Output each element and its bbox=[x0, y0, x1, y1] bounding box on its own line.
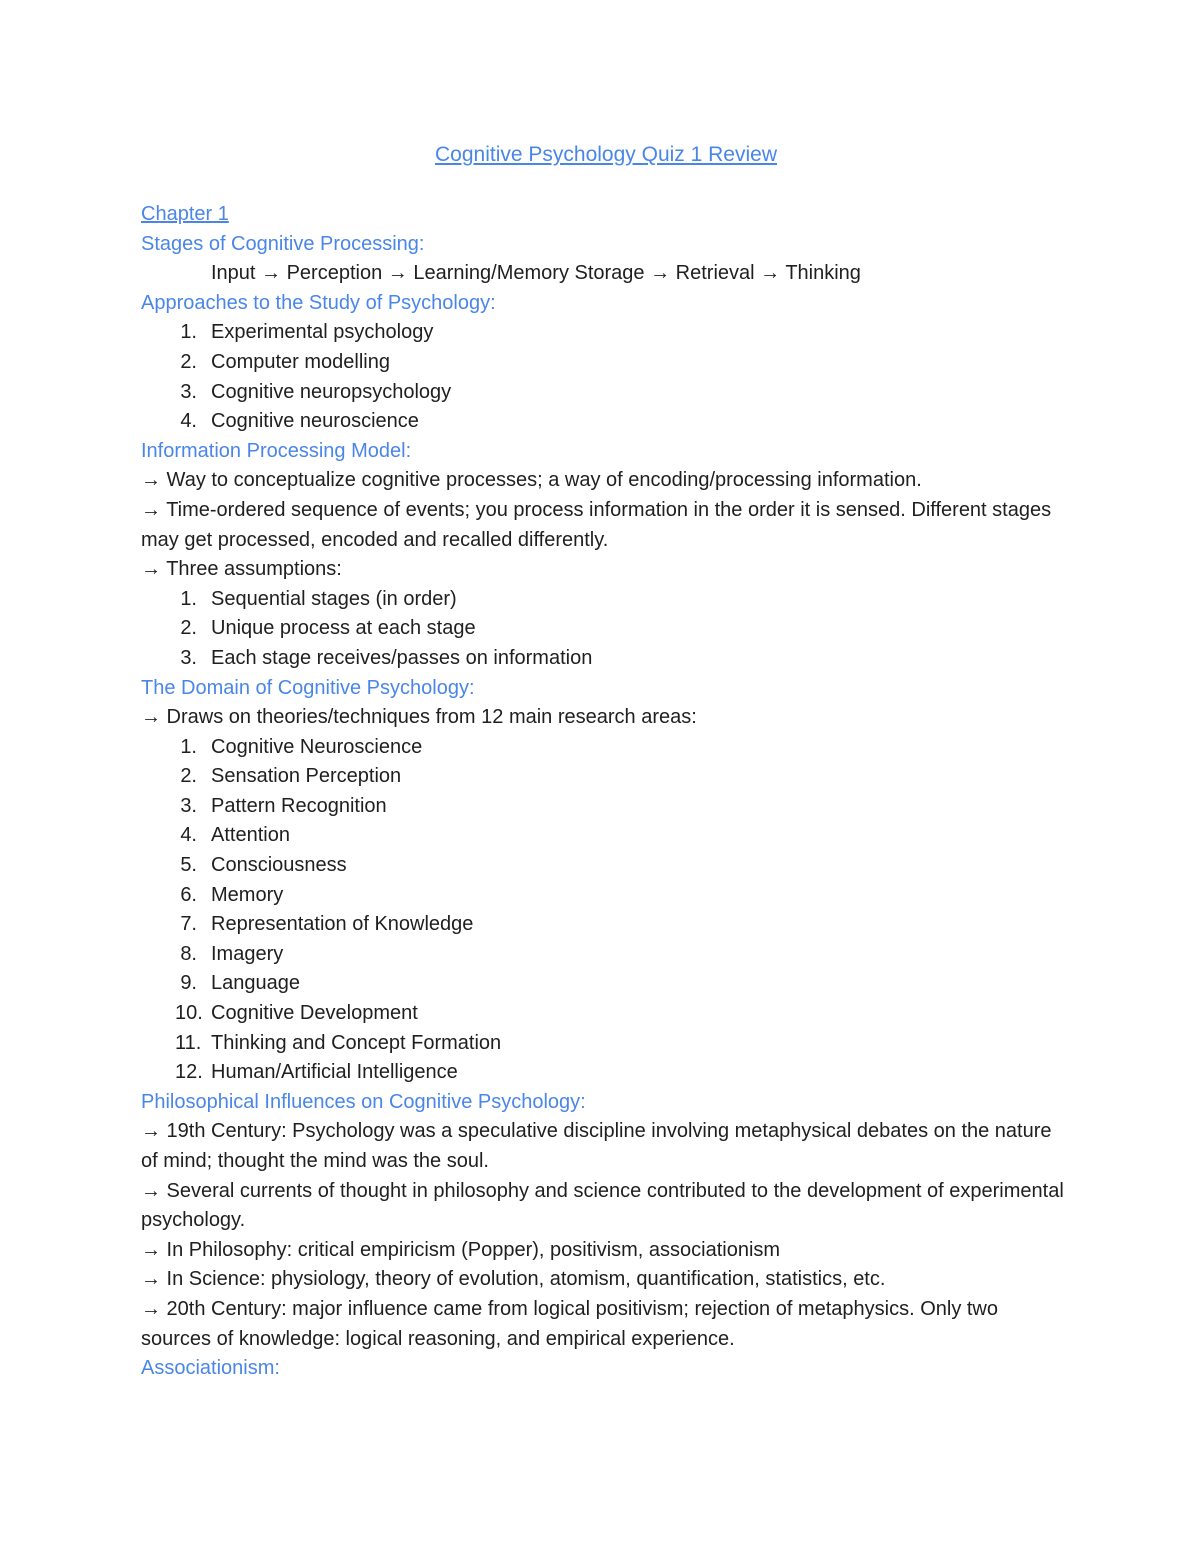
list-item bbox=[141, 644, 1071, 674]
list-item-text: Cognitive Development bbox=[211, 1002, 418, 1025]
ipm-paragraph-1: → Way to conceptualize cognitive processes; a way of encoding/processing information. bbox=[141, 469, 922, 492]
list-item bbox=[141, 762, 1071, 792]
list-item-text: Pattern Recognition bbox=[211, 794, 387, 817]
list-item bbox=[141, 821, 1071, 851]
list-number: 4. bbox=[180, 410, 197, 433]
list-item-text: Representation of Knowledge bbox=[211, 913, 474, 936]
domain-heading: The Domain of Cognitive Psychology: bbox=[141, 676, 475, 699]
list-number: 2. bbox=[180, 617, 197, 640]
list-item-text: Cognitive neuropsychology bbox=[211, 380, 452, 403]
list-item-text: Language bbox=[211, 972, 300, 995]
list-item bbox=[141, 1029, 1071, 1059]
document-page bbox=[141, 140, 1071, 1384]
list-number: 7. bbox=[180, 913, 197, 936]
philosophy-heading: Philosophical Influences on Cognitive Psychology: bbox=[141, 1090, 586, 1113]
list-item bbox=[141, 318, 1071, 348]
list-number: 1. bbox=[180, 321, 197, 344]
list-item-text: Attention bbox=[211, 824, 290, 847]
list-item bbox=[141, 378, 1071, 408]
list-item bbox=[141, 585, 1071, 615]
list-item bbox=[141, 851, 1071, 881]
ipm-assumptions-list bbox=[141, 585, 1071, 674]
list-item bbox=[141, 969, 1071, 999]
list-number: 10. bbox=[175, 1002, 203, 1025]
chapter-heading[interactable]: Chapter 1 bbox=[141, 203, 229, 225]
page-title[interactable]: Cognitive Psychology Quiz 1 Review bbox=[435, 143, 777, 166]
list-number: 1. bbox=[180, 735, 197, 758]
philosophy-paragraph-5: → 20th Century: major influence came from logical positivism; rejection of metaphysics. Only two sources of knowledge: logical reasoning, and empirical experience. bbox=[141, 1297, 999, 1350]
list-item-text: Experimental psychology bbox=[211, 321, 434, 344]
list-number: 9. bbox=[180, 972, 197, 995]
list-item-text: Human/Artificial Intelligence bbox=[211, 1061, 458, 1084]
approaches-list bbox=[141, 318, 1071, 436]
list-item bbox=[141, 940, 1071, 970]
list-item bbox=[141, 733, 1071, 763]
list-number: 6. bbox=[180, 883, 197, 906]
stages-heading: Stages of Cognitive Processing: bbox=[141, 232, 425, 255]
list-item-text: Unique process at each stage bbox=[211, 617, 476, 640]
list-number: 5. bbox=[180, 854, 197, 877]
ipm-paragraph-3: → Three assumptions: bbox=[141, 558, 342, 581]
list-number: 3. bbox=[180, 646, 197, 669]
stages-flow: Input → Perception → Learning/Memory Storage → Retrieval → Thinking bbox=[211, 262, 861, 285]
philosophy-paragraph-2: → Several currents of thought in philosophy and science contributed to the development of experimental psychology. bbox=[141, 1179, 1064, 1232]
list-item-text: Sensation Perception bbox=[211, 765, 402, 788]
ipm-heading: Information Processing Model: bbox=[141, 439, 412, 462]
list-number: 3. bbox=[180, 794, 197, 817]
list-number: 11. bbox=[175, 1031, 202, 1054]
list-item bbox=[141, 881, 1071, 911]
list-number: 3. bbox=[180, 380, 197, 403]
list-item-text: Cognitive neuroscience bbox=[211, 410, 419, 433]
list-item-text: Computer modelling bbox=[211, 350, 390, 373]
list-number: 2. bbox=[180, 350, 197, 373]
philosophy-paragraph-3: → In Philosophy: critical empiricism (Popper), positivism, associationism bbox=[141, 1238, 781, 1261]
list-number: 12. bbox=[175, 1061, 203, 1084]
list-item bbox=[141, 910, 1071, 940]
ipm-paragraph-2: → Time-ordered sequence of events; you process information in the order it is sensed. Different stages may get processed, encoded and recalled differently. bbox=[141, 498, 1052, 551]
list-item-text: Imagery bbox=[211, 942, 284, 965]
list-item-text: Thinking and Concept Formation bbox=[211, 1031, 502, 1054]
philosophy-paragraph-4: → In Science: physiology, theory of evolution, atomism, quantification, statistics, etc. bbox=[141, 1268, 886, 1291]
list-item bbox=[141, 407, 1071, 437]
list-item-text: Consciousness bbox=[211, 854, 347, 877]
associationism-heading: Associationism: bbox=[141, 1357, 280, 1380]
list-item bbox=[141, 614, 1071, 644]
philosophy-paragraph-1: → 19th Century: Psychology was a speculative discipline involving metaphysical debates on the nature of mind; thought the mind was the soul. bbox=[141, 1120, 1052, 1172]
list-number: 4. bbox=[180, 824, 197, 847]
list-item bbox=[141, 999, 1071, 1029]
list-item-text: Cognitive Neuroscience bbox=[211, 735, 423, 758]
approaches-heading: Approaches to the Study of Psychology: bbox=[141, 291, 496, 314]
list-number: 8. bbox=[180, 942, 197, 965]
list-item bbox=[141, 792, 1071, 822]
list-item-text: Sequential stages (in order) bbox=[211, 587, 457, 610]
list-item bbox=[141, 1058, 1071, 1088]
list-item bbox=[141, 348, 1071, 378]
list-item-text: Each stage receives/passes on information bbox=[211, 646, 593, 669]
list-number: 1. bbox=[180, 587, 197, 610]
domain-areas-list bbox=[141, 733, 1071, 1088]
list-number: 2. bbox=[180, 765, 197, 788]
domain-paragraph-1: → Draws on theories/techniques from 12 main research areas: bbox=[141, 706, 697, 729]
list-item-text: Memory bbox=[211, 883, 284, 906]
